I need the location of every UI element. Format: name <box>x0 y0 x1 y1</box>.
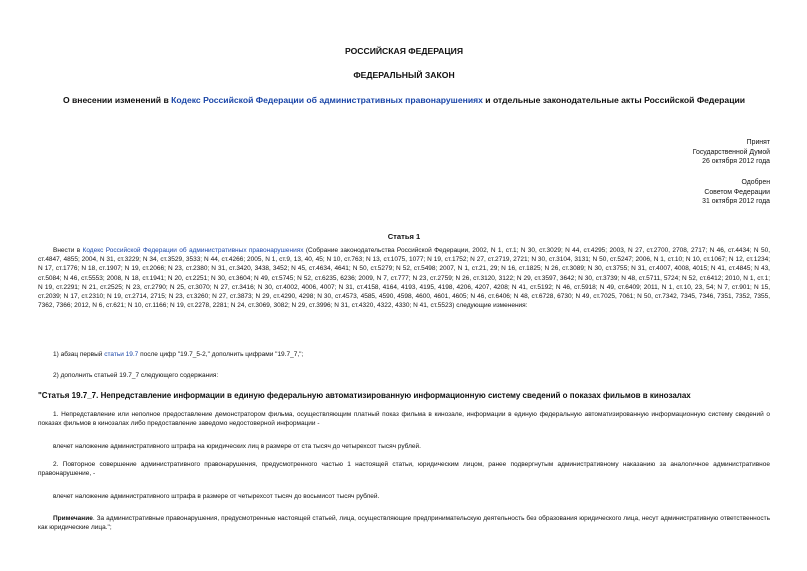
note-body: . За административные правонарушения, предусмотренные настоящей статьей, лица, осуществляющие предпринимательскую деятельность без образования юридического лица, несут административную ответственность как юридические лица."; <box>38 515 770 532</box>
approved-block <box>702 178 770 207</box>
country-heading: РОССИЙСКАЯ ФЕДЕРАЦИЯ <box>344 46 464 56</box>
note-text <box>38 514 770 532</box>
intro-code-link[interactable]: Кодекс Российской Федерации об административных правонарушениях <box>82 247 304 254</box>
article-1-intro <box>38 246 770 310</box>
amendment-item-1 <box>38 350 770 359</box>
article-19-7-7-title: "Статья 19.7_7. Непредставление информации в единую федеральную автоматизированную информационную систему сведений о показах фильмов в кинозалах <box>38 391 691 400</box>
adopted-block <box>693 138 770 167</box>
approved-body: Советом Федерации <box>704 188 770 196</box>
code-link[interactable]: Кодекс Российской Федерации об административных правонарушениях <box>171 95 483 105</box>
item1-prefix: 1) абзац первый <box>53 351 105 358</box>
part-2-text: 2. Повторное совершение административного правонарушения, предусмотренного частью 1 настоящей статьи, юридическим лицом, ранее подвергнутым административному наказанию за аналогичное административное правонарушение, - <box>38 461 770 478</box>
law-title-suffix: и отдельные законодательные акты Российской Федерации <box>482 95 746 105</box>
amendment-item-2: 2) дополнить статьей 19.7_7 следующего содержания: <box>53 372 219 379</box>
approved-date: 31 октября 2012 года <box>702 198 770 206</box>
note-label: Примечание <box>53 515 93 522</box>
article-19-7-link[interactable]: статьи 19.7 <box>104 351 139 358</box>
adopted-body: Государственной Думой <box>692 148 770 156</box>
adopted-label: Принят <box>746 139 770 146</box>
penalty-2-text: влечет наложение административного штрафа в размере от четырехсот тысяч до восьмисот тысяч рублей. <box>53 493 380 500</box>
article-1-title: Статья 1 <box>387 232 421 241</box>
law-title-prefix: О внесении изменений в <box>62 95 172 105</box>
intro-prefix: Внести в <box>53 247 83 254</box>
part-1-text: 1. Непредставление или неполное предоставление демонстратором фильма, осуществляющим платный показ фильма в кинозале, информации в единую федеральную автоматизированную информационную систему сведений о показах фильмов в кинозалах либо предоставление заведомо недостоверной информации - <box>38 411 770 428</box>
approved-label: Одобрен <box>741 179 770 186</box>
law-title <box>38 95 770 105</box>
intro-body: (Собрание законодательства Российской Федерации, 2002, N 1, ст.1; N 30, ст.3029; N 44, ст.4295; 2003, N 27, ст.2700, 2708, 2717; N 46, ст.4434; N 50, ст.4847, 4855; 2004, N 31, ст.3229; N 34, ст.3529, 3533; N 44, ст.4266; 2005, N 1, ст.9, 13, 40, 45; N 10, ст.763; N 13, ст.1075, 1077; N 19, ст.1752; N 27, ст.2719, 2721; N 30, ст.3104, 3131; N 50, ст.5247; 2006, N 1, ст.10; N 10, ст.1067; N 12, ст.1234; N 17, ст.1776; N 18, ст.1907; N 19, ст.2066; N 23, ст.2380; N 31, ст.3420, 3438, 3452; N 45, ст.4634, 4641; N 50, ст.5279; N 52, ст.5498; 2007, N 1, ст.21, 29; N 16, ст.1825; N 26, ст.3089; N 30, ст.3755; N 31, ст.4007, 4008, 4015; N 41, ст.4845; N 43, ст.5084; N 46, ст.5553; 2008, N 18, ст.1941; N 20, ст.2251; N 30, ст.3604; N 49, ст.5745; N 52, ст.6235, 6236; 2009, N 7, ст.777; N 23, ст.2759; N 26, ст.3120, 3122; N 29, ст.3597, 3642; N 30, ст.3739; N 48, ст.5711, 5724; N 52, ст.6412; 2010, N 1, ст.1; N 19, ст.2291; N 21, ст.2525; N 23, ст.2790; N 25, ст.3070; N 27, ст.3416; N 30, ст.4002, 4006, 4007; N 31, ст.4158, 4164, 4193, 4195, 4198, 4206, 4207, 4208; N 41, ст.5192; N 46, ст.5918; N 49, ст.6409; 2011, N 1, ст.10, 23, 54; N 7, ст.901; N 15, ст.2039; N 17, ст.2310; N 19, ст.2714, 2715; N 23, ст.3260; N 27, ст.3873; N 29, ст.4290, 4298; N 30, ст.4573, 4585, 4590, 4598, 4600, 4601, 4605; N 46, ст.6406; N 48, ст.6728, 6730; N 49, ст.7025, 7061; N 50, ст.7342, 7345, 7346, 7351, 7352, 7355, 7362, 7366; 2012, N 6, ст.621; N 10, ст.1166; N 19, ст.2278, 2281; N 24, ст.3069, 3082; N 29, ст.3996; N 31, ст.4320, 4322, 4330; N 41, ст.5523) следующие изменения: <box>38 247 770 310</box>
penalty-1-text: влечет наложение административного штрафа на юридических лиц в размере от ста тысяч до четырехсот тысяч рублей. <box>53 443 421 450</box>
doc-type-heading: ФЕДЕРАЛЬНЫЙ ЗАКОН <box>353 70 455 80</box>
item1-suffix: после цифр "19.7_5-2," дополнить цифрами "19.7_7,"; <box>138 351 304 358</box>
adopted-date: 26 октября 2012 года <box>702 158 770 166</box>
